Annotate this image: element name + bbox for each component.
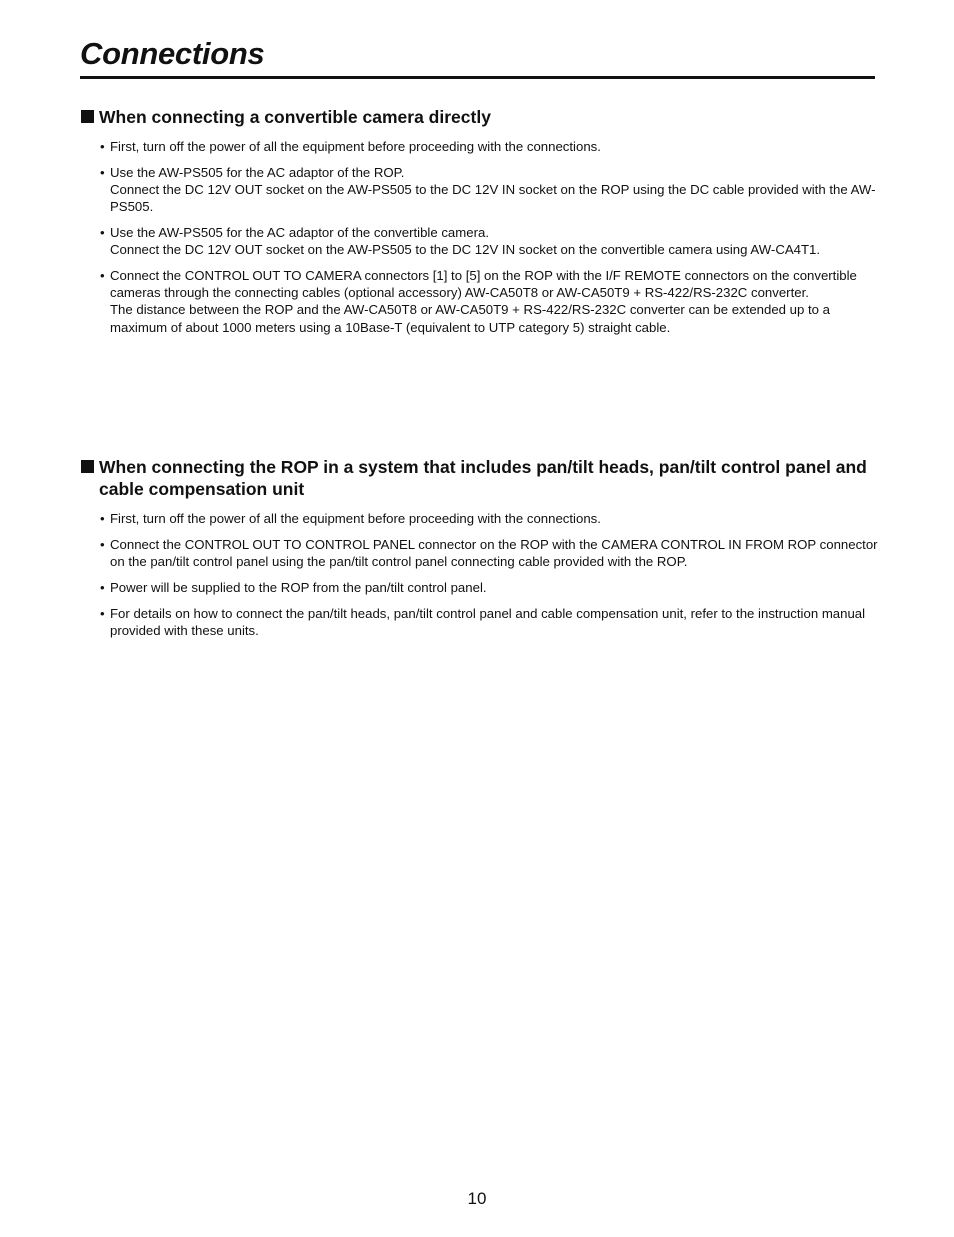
section-heading (80, 456, 880, 500)
page-title: Connections (80, 36, 265, 71)
list-item-text: Connect the CONTROL OUT TO CONTROL PANEL connector on the ROP with the CAMERA CONTROL IN FROM ROP connector on the pan/tilt control panel using the pan/tilt control panel connecting cable provided with the ROP. (110, 536, 878, 569)
list-item-text: For details on how to connect the pan/tilt heads, pan/tilt control panel and cable compensation unit, refer to the instruction manual provided with these units. (110, 605, 866, 638)
bullet-dot-icon: • (100, 164, 105, 180)
section-heading-text: When connecting the ROP in a system that includes pan/tilt heads, pan/tilt control panel and cable compensation unit (99, 457, 867, 499)
bullet-dot-icon: • (100, 536, 105, 552)
list-item-text: Connect the DC 12V OUT socket on the AW-PS505 to the DC 12V IN socket on the ROP using the DC cable provided with the AW-PS505. (110, 182, 876, 215)
bullet-dot-icon: • (100, 225, 105, 240)
bullet-list (80, 138, 880, 336)
section-heading (80, 106, 880, 128)
bullet-dot-icon: • (100, 139, 105, 154)
page-number: 10 (467, 1189, 487, 1208)
list-item-text: Power will be supplied to the ROP from the pan/tilt control panel. (110, 579, 487, 595)
list-item (80, 224, 880, 258)
bullet-dot-icon: • (100, 511, 105, 526)
list-item (80, 267, 880, 336)
list-item (80, 579, 880, 596)
black-square-icon (81, 460, 94, 473)
list-item-text: First, turn off the power of all the equipment before proceeding with the connections. (110, 139, 601, 154)
section-convertible-camera (80, 106, 880, 344)
list-item-text: The distance between the ROP and the AW-CA50T8 or AW-CA50T9 + RS-422/RS-232C converter can be extended up to a maximum of about 1000 meters using a 10Base-T (equivalent to UTP category 5) straight cable. (110, 302, 830, 335)
bullet-dot-icon: • (100, 268, 105, 283)
list-item (80, 510, 880, 527)
list-item (80, 536, 880, 570)
list-item-text: Use the AW-PS505 for the AC adaptor of the convertible camera. (110, 225, 489, 240)
section-pan-tilt-system (80, 456, 880, 648)
list-item (80, 605, 880, 639)
list-item (80, 138, 880, 155)
list-item-text: First, turn off the power of all the equipment before proceeding with the connections. (110, 511, 601, 526)
bullet-dot-icon: • (100, 579, 105, 595)
list-item (80, 164, 880, 216)
bullet-list (80, 510, 880, 639)
bullet-dot-icon: • (100, 605, 105, 621)
list-item-text: Connect the CONTROL OUT TO CAMERA connectors [1] to [5] on the ROP with the I/F REMOTE connectors on the convertible cameras through the connecting cables (optional accessory) AW-CA50T8 or AW-CA50T9 + RS-422/RS-232C converter. (110, 268, 857, 301)
black-square-icon (81, 110, 94, 123)
list-item-text: Use the AW-PS505 for the AC adaptor of the ROP. (110, 164, 405, 180)
section-heading-text: When connecting a convertible camera directly (99, 107, 491, 127)
title-rule (80, 76, 875, 79)
list-item-text: Connect the DC 12V OUT socket on the AW-PS505 to the DC 12V IN socket on the convertible camera using AW-CA4T1. (110, 242, 821, 258)
